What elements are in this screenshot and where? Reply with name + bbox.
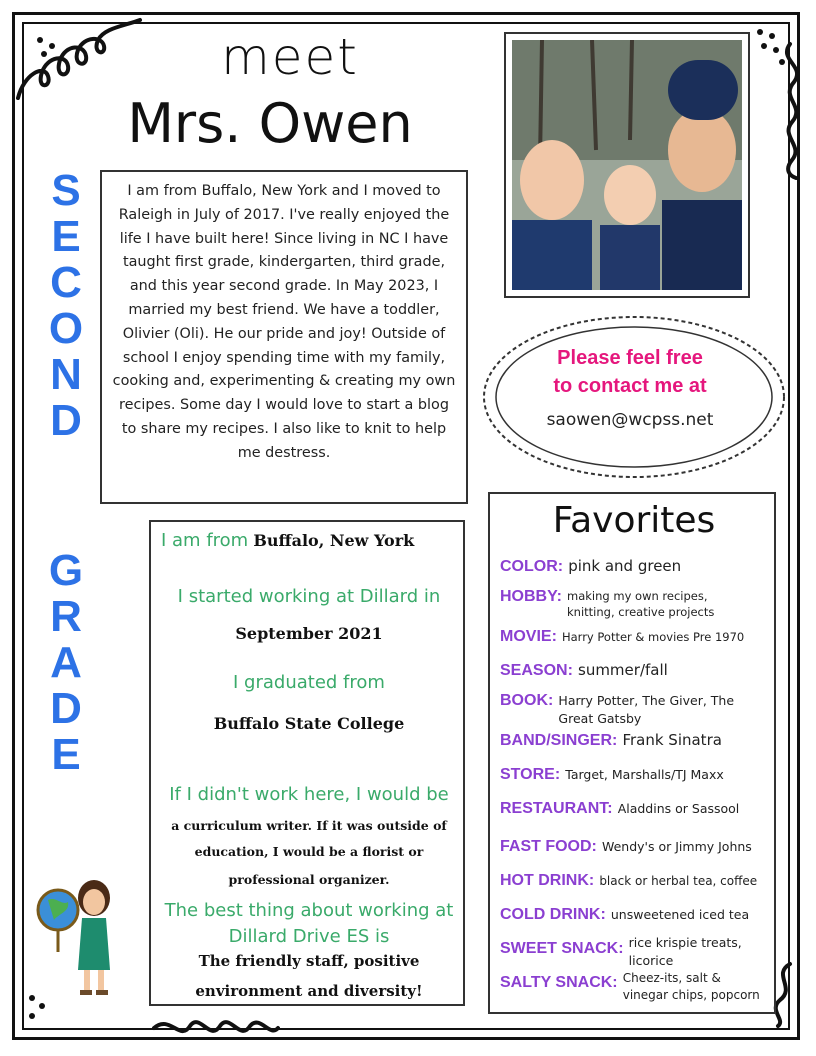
fact-from-label: I am from <box>161 530 249 551</box>
banner-letter: A <box>50 638 82 687</box>
fact-alt-value-1: a curriculum writer. If it was outside of <box>171 818 447 833</box>
fav-value: Harry Potter & movies Pre 1970 <box>561 630 745 644</box>
fav-label: HOBBY: <box>500 588 562 605</box>
fav-row-movie <box>500 626 775 646</box>
fact-graduated-label: I graduated from <box>233 672 385 693</box>
fav-label: SEASON: <box>500 662 573 679</box>
fav-row-color <box>500 556 775 576</box>
doodle-loops-icon <box>150 1008 280 1048</box>
fact-graduated-value: Buffalo State College <box>213 714 405 733</box>
fact-alt-value-3: professional organizer. <box>228 872 390 887</box>
banner-letter: D <box>50 684 82 733</box>
fact-best-label-1: The best thing about working at <box>164 900 454 921</box>
favorites-box <box>488 492 776 1014</box>
title-meet: meet <box>221 28 359 86</box>
fav-label: FAST FOOD: <box>500 838 597 855</box>
fav-row-season <box>500 660 775 680</box>
family-photo <box>504 32 750 298</box>
fav-label: SALTY SNACK: <box>500 974 618 991</box>
fav-row-store <box>500 764 775 784</box>
fav-label: STORE: <box>500 766 561 783</box>
banner-letter: E <box>51 730 81 779</box>
fav-value: black or herbal tea, coffee <box>599 874 758 888</box>
banner-letter: S <box>51 166 81 215</box>
fav-value: pink and green <box>568 557 682 575</box>
side-banner-grade <box>44 548 88 778</box>
fav-value: making my own recipes, <box>567 589 708 603</box>
fav-value: Frank Sinatra <box>622 731 722 749</box>
fav-value: Aladdins or Sassool <box>617 801 740 816</box>
fav-label: BAND/SINGER: <box>500 732 618 749</box>
fav-label: COLOR: <box>500 558 564 575</box>
fav-label: HOT DRINK: <box>500 872 595 889</box>
contact-email-link[interactable]: saowen@wcpss.net <box>546 410 714 430</box>
fav-label: RESTAURANT: <box>500 800 613 817</box>
banner-letter: G <box>48 546 84 595</box>
fav-value-wrap <box>567 588 714 620</box>
bio-box <box>100 170 468 504</box>
fav-value-2: vinegar chips, popcorn <box>622 988 760 1002</box>
fact-best-value-2: environment and diversity! <box>195 982 423 1000</box>
fav-value: rice krispie treats, <box>628 935 742 950</box>
photo-image <box>512 40 742 290</box>
fav-row-band <box>500 730 775 750</box>
fact-started-label: I started working at Dillard in <box>177 586 441 607</box>
fav-row-sweetsnack <box>500 934 775 970</box>
fav-row-saltysnack <box>500 970 775 1004</box>
fav-row-hobby <box>500 588 775 620</box>
doodle-swirl-icon <box>14 14 144 104</box>
fact-alt-value-2: education, I would be a florist or <box>194 844 424 859</box>
fav-label: BOOK: <box>500 692 554 709</box>
fav-row-fastfood <box>500 836 775 856</box>
fav-row-book <box>500 692 775 728</box>
fav-value-wrap <box>629 934 742 970</box>
contact-heading <box>500 344 760 400</box>
fav-value: Target, Marshalls/TJ Maxx <box>565 767 724 782</box>
contact-heading-line1: Please feel free <box>557 347 703 369</box>
fav-row-hotdrink <box>500 870 775 890</box>
favorites-title: Favorites <box>552 500 716 541</box>
teacher-avatar-with-globe-icon <box>28 870 128 1000</box>
banner-letter: D <box>50 396 82 445</box>
fav-label: COLD DRINK: <box>500 906 606 923</box>
doodle-dots-icon <box>754 26 784 56</box>
fav-value: unsweetened iced tea <box>610 907 750 922</box>
banner-letter: E <box>51 212 81 261</box>
side-banner-second <box>44 168 88 444</box>
contact-heading-line2: to contact me at <box>553 375 707 397</box>
fav-value-2: Great Gatsby <box>558 711 642 726</box>
doodle-swirl-icon <box>770 40 810 180</box>
facts-box <box>149 520 465 1006</box>
fav-row-restaurant <box>500 798 775 818</box>
page-title: Mrs. Owen <box>127 92 413 155</box>
fav-row-colddrink <box>500 904 775 924</box>
fav-label: SWEET SNACK: <box>500 940 624 957</box>
banner-letter: O <box>48 304 84 353</box>
banner-letter: R <box>50 592 82 641</box>
fav-value: Harry Potter, The Giver, The <box>558 693 735 708</box>
fact-alt-label: If I didn't work here, I would be <box>169 784 449 805</box>
bio-text: I am from Buffalo, New York and I moved to Raleigh in July of 2017. I've really enjoyed the life I have built here! Since living in NC I have taught first grade, kindergarten, third grade, and this year second grade. In May 2023, I married my best friend. We have a toddler, Olivier (Oli). He our pride and joy! Outside of school I enjoy spending time with my family, cooking and, experimenting & creating my own recipes. Some day I would love to start a blog to share my recipes. I also like to knit to help me destress. <box>112 183 456 461</box>
fav-value: Wendy's or Jimmy Johns <box>601 839 752 854</box>
fact-from-value: Buffalo, New York <box>253 531 415 550</box>
fav-value-wrap <box>623 970 760 1004</box>
fav-value-2: licorice <box>628 953 674 968</box>
fav-label: MOVIE: <box>500 628 557 645</box>
fav-value: Cheez-its, salt & <box>622 971 721 985</box>
fact-started-value: September 2021 <box>235 624 383 643</box>
fav-value-2: knitting, creative projects <box>567 605 715 619</box>
banner-letter: N <box>50 350 82 399</box>
fact-best-label-2: Dillard Drive ES is <box>228 926 390 947</box>
fav-value: summer/fall <box>578 661 668 679</box>
fav-value-wrap <box>558 692 734 728</box>
fact-from <box>151 530 467 551</box>
fact-best-value-1: The friendly staff, positive <box>198 952 420 970</box>
banner-letter: C <box>50 258 82 307</box>
